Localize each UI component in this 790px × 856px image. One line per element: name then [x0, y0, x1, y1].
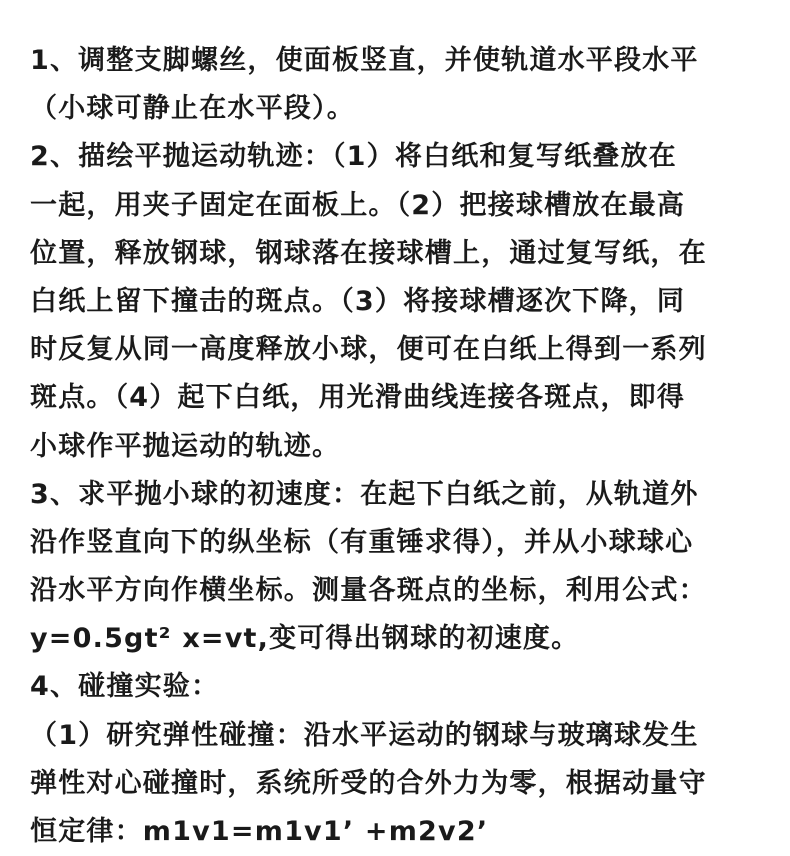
- text-line: 一起，用夹子固定在面板上。（2）把接球槽放在最高: [30, 189, 686, 221]
- text-line: 沿水平方向作横坐标。测量各斑点的坐标，利用公式：: [30, 575, 707, 607]
- formula-line: y=0.5gt² x=vt,变可得出钢球的初速度。: [30, 623, 580, 655]
- text-line: 弹性对心碰撞时，系统所受的合外力为零，根据动量守: [30, 767, 707, 799]
- text-line: 1、调整支脚螺丝，使面板竖直，并使轨道水平段水平: [30, 45, 699, 76]
- text-line: 小球作平抛运动的轨迹。: [30, 430, 341, 462]
- text-line: 白纸上留下撞击的斑点。（3）将接球槽逐次下降，同: [30, 285, 686, 317]
- document-body: [30, 37, 770, 856]
- text-line: （小球可静止在水平段）。: [30, 93, 355, 125]
- text-line: 2、描绘平抛运动轨迹：（1）将白纸和复写纸叠放在: [30, 141, 677, 173]
- text-line: 时反复从同一高度释放小球，便可在白纸上得到一系列: [30, 334, 707, 366]
- text-line: 斑点。（4）起下白纸，用光滑曲线连接各斑点，即得: [30, 382, 686, 414]
- text-line: 3、求平抛小球的初速度：在起下白纸之前，从轨道外: [30, 478, 699, 510]
- text-line: （1）研究弹性碰撞：沿水平运动的钢球与玻璃球发生: [30, 719, 699, 751]
- section-heading: 4、碰撞实验：: [30, 671, 220, 703]
- formula-line: 恒定律：m1v1=m1v1’ +m2v2’: [30, 816, 489, 847]
- text-line: 位置，释放钢球，钢球落在接球槽上，通过复写纸，在: [30, 237, 707, 269]
- text-line: 沿作竖直向下的纵坐标（有重锤求得），并从小球球心: [30, 526, 694, 558]
